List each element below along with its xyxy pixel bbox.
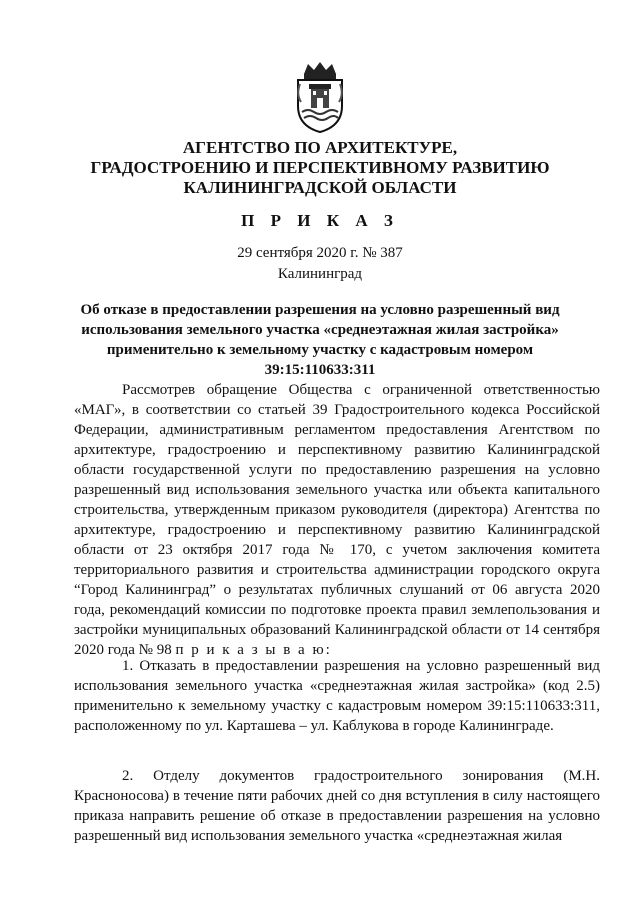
date-and-number-block bbox=[60, 243, 580, 285]
subject-line-1: Об отказе в предоставлении разрешения на условно разрешенный вид bbox=[80, 302, 560, 318]
agency-line-1: АГЕНТСТВО ПО АРХИТЕКТУРЕ, bbox=[182, 138, 458, 157]
command-word: п р и к а з ы в а ю: bbox=[175, 642, 332, 658]
agency-line-3: КАЛИНИНГРАДСКОЙ ОБЛАСТИ bbox=[183, 178, 457, 197]
preamble-paragraph bbox=[74, 380, 600, 660]
document-subject bbox=[60, 300, 580, 380]
agency-line-2: ГРАДОСТРОЕНИЮ И ПЕРСПЕКТИВНОМУ РАЗВИТИЮ bbox=[90, 158, 550, 177]
agency-name bbox=[60, 138, 580, 198]
item-1-text: 1. Отказать в предоставлении разрешения на условно разрешенный вид использования земельного участка «среднеэтажная жилая застройка» (код 2.5) применительно к земельному участку с кадастровым номером 39:15:110633:311, расположенному по ул. Карташева – ул. Каблукова в городе Калининграде. bbox=[74, 658, 600, 734]
city: Калининград bbox=[277, 266, 363, 282]
document-type: П Р И К А З bbox=[241, 211, 399, 230]
preamble-text: Рассмотрев обращение Общества с ограниченной ответственностью «МАГ», в соответствии со статьей 39 Градостроительного кодекса Российской Федерации, административным регламентом предоставления Агентством по архитектуре, градостроению и перспективному развитию Калининградской области государственной услуги по предоставлению разрешения на условно разрешенный вид использования земельного участка или объекта капитального строительства, утвержденным приказом руководителя (директора) Агентства по архитектуре, градостроению и перспективному развитию Калининградской области от 23 октября 2017 года № 170, с учетом заключения комитета территориального развития и строительства администрации городского округа “Город Калининград” о результатах публичных слушаний от 06 августа 2020 года, рекомендаций комиссии по подготовке проекта правил землепользования и застройки муниципальных образований Калининградской области от 14 сентября 2020 года № 98 bbox=[74, 382, 600, 658]
subject-line-4: 39:15:110633:311 bbox=[264, 362, 376, 378]
date-number: 29 сентября 2020 г. № 387 bbox=[237, 245, 403, 261]
coat-of-arms-icon bbox=[292, 60, 348, 134]
subject-line-2: использования земельного участка «среднеэтажная жилая застройка» bbox=[81, 322, 559, 338]
item-2-paragraph bbox=[74, 766, 600, 846]
subject-line-3: применительно к земельному участку с кадастровым номером bbox=[106, 342, 534, 358]
item-1-paragraph bbox=[74, 656, 600, 736]
item-2-text: 2. Отделу документов градостроительного зонирования (М.Н. Красноносова) в течение пяти рабочих дней со дня вступления в силу настоящего приказа направить решение об отказе в предоставлении разрешения на условно разрешенный вид использования земельного участка «среднеэтажная жилая bbox=[74, 768, 600, 844]
